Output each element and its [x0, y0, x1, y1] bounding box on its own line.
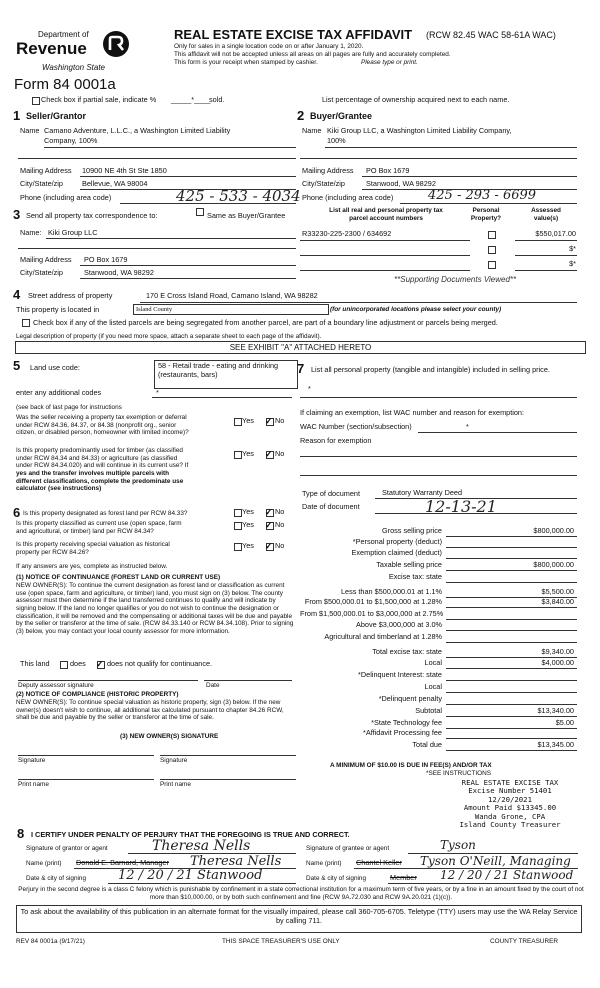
calc-label: Total excise tax: state	[372, 647, 442, 656]
street-label: Street address of property	[28, 291, 113, 300]
section-8-number: 8	[17, 826, 25, 841]
buyer-phone-label: Phone (including area code)	[302, 193, 394, 202]
calc-value[interactable]: $800,000.00	[533, 560, 574, 569]
historic-question: Is this property receiving special valuation as historical property per RCW 84.26?	[16, 541, 170, 556]
parcel-number-1[interactable]: R33230-225-2300 / 634692	[302, 229, 392, 238]
forest-question: Is this property designated as forest land per RCW 84.33?	[23, 510, 188, 517]
parcel-rule-3	[300, 270, 470, 271]
calc-label: Total due	[412, 740, 442, 749]
personal-property-rule	[300, 397, 577, 398]
buyer-mail-value[interactable]: PO Box 1679	[366, 166, 410, 175]
assessed-value-1[interactable]: $550,017.00	[535, 229, 576, 238]
calc-rule	[446, 716, 577, 717]
buyer-mail-rule	[362, 176, 577, 177]
corr-city-value[interactable]: Stanwood, WA 98292	[84, 268, 154, 277]
calc-label: From $500,000.01 to $1,500,000 at 1.28%	[304, 597, 442, 606]
seller-name-label: Name	[20, 126, 40, 135]
owner-print-label-1: Print name	[18, 781, 49, 788]
owner-signature-label-1: Signature	[18, 757, 46, 764]
grantor-name-label: Name (print)	[26, 860, 62, 867]
calc-value[interactable]: $3,840.00	[541, 597, 574, 606]
additional-codes-label: enter any additional codes	[16, 388, 102, 397]
seller-name-line2[interactable]: Company, 100%	[44, 136, 98, 145]
owner-signature-rule-2	[160, 755, 296, 756]
corr-mail-rule	[80, 265, 296, 266]
calc-value[interactable]: $13,340.00	[537, 706, 574, 715]
calc-label: Local	[424, 658, 442, 667]
land-use-label: Land use code:	[30, 363, 80, 372]
calc-value[interactable]: $5,500.00	[541, 587, 574, 596]
calc-label: Exemption claimed (deduct)	[351, 548, 442, 557]
seller-mail-rule	[80, 176, 296, 177]
exemption-yes-label: Yes	[242, 416, 254, 425]
subtitle-3a: This form is your receipt when stamped by cashier.	[174, 59, 318, 66]
grantee-date-label: Date & city of signing	[306, 875, 367, 882]
see-instructions-text: (see back of last page for instructions	[16, 404, 122, 411]
forest-yes-label: Yes	[242, 507, 254, 516]
alternate-format-notice: To ask about the availability of this publication in an alternate format for the visually impaired, please call 360-705-6705. Teletype (TTY) users may use the WA Relay Service by calling 711.	[16, 905, 582, 933]
owner-print-label-2: Print name	[160, 781, 191, 788]
reason-exemption-label: Reason for exemption	[300, 436, 372, 445]
grantee-name-label: Name (print)	[306, 860, 342, 867]
parcel-rule-1	[300, 240, 470, 241]
calc-label: Less than $500,000.01 at 1.1%	[340, 587, 442, 596]
owner-print-rule-2	[160, 779, 296, 780]
forest-yes-checkbox[interactable]	[234, 509, 242, 517]
land-use-code-field[interactable]	[154, 360, 298, 389]
county-select[interactable]: Island County	[133, 304, 329, 315]
partial-sale-percent[interactable]: _____*____	[171, 95, 211, 104]
segregated-label: Check box if any of the listed parcels are being segregated from another parcel, are part of a boundary line adjustment or parcels being merged.	[33, 318, 498, 327]
calc-label: *Affidavit Processing fee	[363, 728, 442, 737]
doc-type-value[interactable]: Statutory Warranty Deed	[382, 488, 463, 497]
supporting-docs-note: **Supporting Documents Viewed**	[394, 275, 517, 284]
corr-mail-label: Mailing Address	[20, 255, 72, 264]
calc-value[interactable]: $800,000.00	[533, 526, 574, 535]
section-5-number: 5	[13, 358, 21, 373]
check-mark-icon: ✓	[265, 507, 273, 517]
parcel-header-3: Assessed value(s)	[531, 207, 561, 222]
buyer-name-line2[interactable]: 100%	[327, 136, 346, 145]
doc-type-label: Type of document	[302, 489, 361, 498]
land-does-label: does	[70, 659, 86, 668]
check-mark-icon: ✓	[96, 659, 104, 669]
dor-logo-icon	[102, 30, 130, 58]
grantee-signature[interactable]: Tyson	[440, 838, 476, 852]
reason-rule-2	[300, 475, 577, 476]
treasurer-use-only: THIS SPACE TREASURER'S USE ONLY	[222, 938, 340, 945]
personal-property-checkbox-1[interactable]	[488, 231, 496, 239]
reason-rule-1	[300, 456, 577, 457]
this-land-label: This land	[20, 659, 50, 668]
forest-no-label: No	[275, 507, 285, 516]
partial-sale-checkbox[interactable]	[32, 97, 40, 105]
segregated-checkbox[interactable]	[22, 319, 30, 327]
seller-phone-label: Phone (including area code)	[20, 193, 112, 202]
grantor-date-city[interactable]: 12 / 20 / 21 Stanwood	[118, 868, 263, 883]
notice-compliance-text: NEW OWNER(S): To continue special valuation as historic property, sign (3) below. If the new owner(s) doesn't wish to continue, all additional tax calculated pursuant to chapter 84.26 RCW, shall be due and payable by the seller or transferor at the time of sale.	[16, 699, 284, 722]
timber-yes-checkbox[interactable]	[234, 451, 242, 459]
seller-city-value[interactable]: Bellevue, WA 98004	[82, 179, 148, 188]
form-number: Form 84 0001a	[14, 76, 116, 93]
wac-number-value[interactable]: *	[466, 422, 469, 431]
dept-line2: Revenue	[16, 39, 87, 58]
personal-property-checkbox-2[interactable]	[488, 246, 496, 254]
calc-rule	[446, 558, 577, 559]
calc-label: *Personal property (deduct)	[352, 537, 442, 546]
same-as-buyer-checkbox[interactable]	[196, 208, 204, 216]
calc-rule	[446, 642, 577, 643]
calc-label: Taxable selling price	[376, 560, 442, 569]
section-7-number: 7	[297, 361, 305, 376]
grantee-name-print[interactable]: Tyson O'Neill, Managing	[420, 854, 571, 868]
grantee-date-struck: Member	[390, 873, 417, 882]
doc-date-rule	[375, 513, 577, 514]
doc-date-value[interactable]: 12-13-21	[425, 497, 497, 516]
section-2-number: 2	[297, 108, 305, 123]
calc-value[interactable]: $9,340.00	[541, 647, 574, 656]
personal-property-text: List all personal property (tangible and intangible) included in selling price.	[311, 365, 550, 374]
corr-name-rule2	[18, 248, 296, 249]
form-title: REAL ESTATE EXCISE TAX AFFIDAVIT	[174, 27, 413, 42]
buyer-city-label: City/State/zip	[302, 179, 345, 188]
grantee-name-struck: Chantel Keller	[356, 858, 402, 867]
partial-sale-end: sold.	[209, 95, 225, 104]
owner-print-rule-1	[18, 779, 154, 780]
parcel-header-1: List all real and personal property tax parcel account numbers	[329, 207, 443, 222]
see-instructions-note: *SEE INSTRUCTIONS	[426, 770, 491, 777]
grantor-name-struck: Donald E. Barnard, Manager	[76, 858, 169, 867]
corr-name-label: Name:	[20, 228, 42, 237]
grantee-date-city[interactable]: 12 / 20 / 21 Stanwood	[440, 868, 574, 882]
perjury-notice: Perjury in the second degree is a class C felony which is punishable by confinement in a state correctional institution for a maximum term of five years, or by a fine in an amount fixed by the court of not more than $10,000.00, or by both such confinement and fine (RCW 9A.72.030 and RCW 9A.20.021 (1)(c)).	[18, 886, 584, 901]
parcel-header-2: Personal Property?	[470, 207, 502, 222]
same-as-buyer-label: Same as Buyer/Grantee	[207, 211, 286, 220]
grantor-name-print[interactable]: Theresa Nells	[190, 854, 282, 869]
buyer-phone-value[interactable]: 425 - 293 - 6699	[428, 188, 537, 203]
check-mark-icon: ✓	[265, 449, 273, 459]
new-owner-signature-title: (3) NEW OWNER(S) SIGNATURE	[120, 733, 219, 740]
current-use-no-label: No	[275, 520, 285, 529]
subtitle-2: This affidavit will not be accepted unless all areas on all pages are fully and accurately completed.	[174, 51, 451, 58]
calc-rule	[446, 738, 577, 739]
notice-compliance-title: (2) NOTICE OF COMPLIANCE (HISTORIC PROPERTY)	[16, 691, 179, 698]
grantor-date-label: Date & city of signing	[26, 875, 87, 882]
calc-label: *State Technology fee	[371, 718, 442, 727]
notice-continuance-text: NEW OWNER(S): To continue the current designation as forest land or classification as current use (open space, farm and agriculture, or timber) land, you must sign on (3) below. The county assessor must then determine if the land transferred continues to qualify and will indicate by signing below. If the land no longer qualifies or you do not wish to continue the designation or classification, it will be removed and the compensating or additional taxes will be due and payable by the seller or transferor at the time of sale. (RCW 84.33.140 or RCW 84.34.108). Prior to signing (3) below, you may contact your local county assessor for more information.	[16, 582, 294, 636]
timber-no-label: No	[275, 449, 285, 458]
seller-mail-value[interactable]: 10900 NE 4th St Ste 1850	[82, 166, 167, 175]
calc-label: Gross selling price	[381, 526, 442, 535]
corr-city-label: City/State/zip	[20, 268, 63, 277]
corr-name-value[interactable]: Kiki Group LLC	[48, 228, 98, 237]
exemption-no-label: No	[275, 416, 285, 425]
grantor-signature-label: Signature of grantor or agent	[26, 845, 108, 852]
certify-text: I CERTIFY UNDER PENALTY OF PERJURY THAT THE FOREGOING IS TRUE AND CORRECT.	[31, 830, 350, 839]
buyer-phone-rule	[400, 203, 577, 204]
partial-sale-label: Check box if partial sale, indicate %	[41, 95, 157, 104]
calc-label: Above $3,000,000 at 3.0%	[355, 620, 442, 629]
notice-continuance-title: (1) NOTICE OF CONTINUANCE (FOREST LAND OR CURRENT USE)	[16, 574, 221, 581]
dept-line3: Washington State	[42, 63, 106, 72]
owner-signature-label-2: Signature	[160, 757, 188, 764]
calc-value[interactable]: $4,000.00	[541, 658, 574, 667]
doc-date-label: Date of document	[302, 502, 360, 511]
minimum-due-text: A MINIMUM OF $10.00 IS DUE IN FEE(S) AND/OR TAX	[330, 762, 492, 769]
calc-rule	[446, 692, 577, 693]
historic-yes-label: Yes	[242, 541, 254, 550]
assessed-value-2[interactable]: $*	[569, 244, 576, 253]
buyer-name-line1[interactable]: Kiki Group LLC, a Washington Limited Liability Company,	[327, 126, 512, 135]
check-mark-icon: ✓	[265, 416, 273, 426]
ownership-note: List percentage of ownership acquired next to each name.	[322, 95, 510, 104]
corr-mail-value[interactable]: PO Box 1679	[84, 255, 128, 264]
section-6-number: 6	[13, 505, 21, 520]
calc-label: Subtotal	[415, 706, 442, 715]
seller-city-label: City/State/zip	[20, 179, 63, 188]
unincorporated-note: (for unincorporated locations please select your county)	[330, 306, 502, 313]
calc-rule	[446, 630, 577, 631]
treasurer-stamp: REAL ESTATE EXCISE TAX Excise Number 51401 12/20/2021 Amount Paid $13345.00 Wanda Grone, CPA Island County Treasurer	[459, 778, 561, 829]
rev-number: REV 84 0001a (9/17/21)	[16, 938, 85, 945]
seller-phone-value[interactable]: 425 - 533 - 4034	[176, 187, 301, 205]
land-use-line2: (restaurants, bars)	[158, 369, 218, 379]
deputy-signature-rule	[18, 680, 198, 681]
county-treasurer-label: COUNTY TREASURER	[490, 938, 558, 945]
calc-rule	[446, 536, 577, 537]
grantee-signature-label: Signature of grantee or agent	[306, 845, 390, 852]
seller-name-rule	[44, 147, 296, 148]
calc-rule	[446, 728, 577, 729]
calc-label: *Delinquent Interest: state	[358, 670, 442, 679]
land-does-not-label: does not qualify for continuance.	[107, 659, 213, 668]
value-rule-3	[515, 270, 577, 271]
land-use-line1: 58 - Retail trade - eating and drinking	[158, 361, 279, 370]
calc-rule	[446, 607, 577, 608]
calc-rule	[446, 619, 577, 620]
exemption-claim-label: If claiming an exemption, list WAC number and reason for exemption:	[300, 408, 525, 417]
subtitle-3b: Please type or print.	[361, 59, 418, 66]
calc-rule	[446, 704, 577, 705]
historic-yes-checkbox[interactable]	[234, 543, 242, 551]
check-mark-icon: ✓	[265, 520, 273, 530]
parcel-rule-2	[300, 255, 470, 256]
calc-value[interactable]: $5.00	[555, 718, 574, 727]
section-1-title: Seller/Grantor	[26, 111, 87, 121]
calc-rule	[446, 547, 577, 548]
current-use-yes-checkbox[interactable]	[234, 522, 242, 530]
grantor-date-rule	[108, 883, 296, 884]
land-does-checkbox[interactable]	[60, 661, 68, 669]
section-4-number: 4	[13, 287, 21, 302]
calc-label: *Delinquent penalty	[378, 694, 442, 703]
calc-label: Agricultural and timberland at 1.28%	[324, 632, 442, 641]
deputy-date-rule	[204, 680, 292, 681]
personal-property-value[interactable]: *	[308, 384, 311, 393]
buyer-name-rule2	[300, 158, 577, 159]
calc-rule	[446, 680, 577, 681]
buyer-name-label: Name	[302, 126, 322, 135]
assessed-value-3[interactable]: $*	[569, 259, 576, 268]
calc-label: Excise tax: state	[388, 572, 442, 581]
located-label: This property is located in	[16, 305, 100, 314]
calc-value[interactable]: $13,345.00	[537, 740, 574, 749]
dept-line1: Department of	[38, 30, 89, 39]
calc-rule	[446, 582, 577, 583]
form-title-ref: (RCW 82.45 WAC 58-61A WAC)	[426, 30, 556, 40]
corr-city-rule	[80, 278, 296, 279]
section-3-number: 3	[13, 207, 21, 222]
grantee-date-rule	[388, 883, 578, 884]
seller-name-line1[interactable]: Camano Adventure, L.L.C., a Washington Limited Liability	[44, 126, 231, 135]
owner-signature-rule-1	[18, 755, 154, 756]
calc-label: From $1,500,000.01 to $3,000,000 at 2.75%	[300, 609, 444, 618]
value-rule-2	[515, 255, 577, 256]
personal-property-checkbox-3[interactable]	[488, 261, 496, 269]
seller-phone-rule	[120, 203, 296, 204]
subtitle-1: Only for sales in a single location code on or after January 1, 2020.	[174, 43, 364, 50]
deputy-signature-label: Deputy assessor signature	[18, 682, 94, 689]
timber-question: Is this property predominantly used for timber (as classified under RCW 84.34 and 84.33) or agriculture (as classified under RCW 84.34.020) and will continue in its current use? If yes and the transfer involves multiple parcels with different classifications, complete the predominate use calculator (see instructions)	[16, 447, 189, 493]
calc-label: Local	[424, 682, 442, 691]
exemption-yes-checkbox[interactable]	[234, 418, 242, 426]
calc-rule	[446, 750, 577, 751]
grantor-signature[interactable]: Theresa Nells	[152, 838, 251, 854]
check-mark-icon: ✓	[265, 541, 273, 551]
calc-rule	[446, 570, 577, 571]
wac-number-rule	[418, 432, 577, 433]
calc-rule	[446, 668, 577, 669]
legal-desc-label: Legal description of property (if you need more space, attach a separate sheet to each page of the affidavit).	[16, 333, 322, 340]
buyer-name-rule	[325, 147, 577, 148]
seller-mail-label: Mailing Address	[20, 166, 72, 175]
current-use-yes-label: Yes	[242, 520, 254, 529]
additional-codes-rule	[152, 397, 292, 398]
timber-yes-label: Yes	[242, 449, 254, 458]
seller-name-rule2	[18, 158, 296, 159]
street-rule	[140, 302, 577, 303]
if-any-yes-text: If any answers are yes, complete as instructed below.	[16, 563, 168, 570]
deputy-date-label: Date	[206, 682, 220, 689]
legal-description-field[interactable]: SEE EXHIBIT "A" ATTACHED HERETO	[15, 341, 586, 354]
street-value[interactable]: 170 E Cross Island Road, Camano Island, WA 98282	[146, 291, 318, 300]
exemption-question: Was the seller receiving a property tax exemption or deferral under RCW 84.36, 84.37, or 84.38 (nonprofit org., senior citizen, or disabled person, homeowner with limited income)?	[16, 414, 189, 437]
value-rule-1	[515, 240, 577, 241]
section-2-title: Buyer/Grantee	[310, 111, 373, 121]
wac-number-label: WAC Number (section/subsection)	[300, 422, 412, 431]
buyer-mail-label: Mailing Address	[302, 166, 354, 175]
historic-no-label: No	[275, 541, 285, 550]
additional-codes-value[interactable]: *	[156, 388, 159, 397]
current-use-question: Is this property classified as current use (open space, farm and agricultural, or timber) land per RCW 84.34?	[16, 520, 182, 535]
section-1-number: 1	[13, 108, 21, 123]
section-3-lead: Send all property tax correspondence to:	[26, 211, 158, 220]
buyer-city-value[interactable]: Stanwood, WA 98292	[366, 179, 436, 188]
corr-name-rule	[46, 238, 296, 239]
